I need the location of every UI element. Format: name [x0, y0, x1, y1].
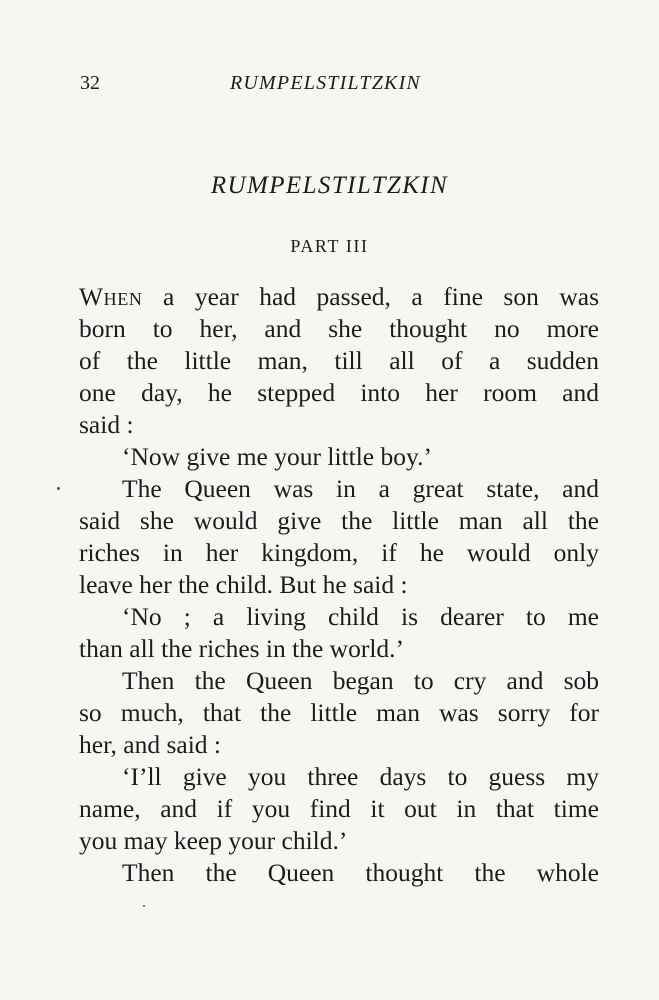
text-line: [79, 281, 599, 313]
paper-speck: [143, 905, 145, 907]
text-line: you may keep your child.’: [79, 826, 348, 855]
text-line: of the little man, till all of a sudden: [79, 346, 599, 375]
text-line: her, and said :: [79, 730, 222, 759]
text-line: ‘No ; a living child is dearer to me: [122, 602, 599, 631]
text-line: name, and if you find it out in that time: [79, 794, 599, 823]
text-line: one day, he stepped into her room and: [79, 378, 599, 407]
text-line: riches in her kingdom, if he would only: [79, 538, 599, 567]
text-line: leave her the child. But he said :: [79, 570, 408, 599]
chapter-title: RUMPELSTILTZKIN: [210, 172, 449, 199]
text-line: Then the Queen thought the whole: [122, 858, 599, 887]
text-line: born to her, and she thought no more: [79, 314, 599, 343]
text-line: said :: [79, 410, 134, 439]
opening-word: When: [79, 282, 143, 311]
running-title: RUMPELSTILTZKIN: [230, 72, 421, 94]
text-line: Then the Queen began to cry and sob: [122, 666, 599, 695]
text-line: than all the riches in the world.’: [79, 634, 405, 663]
text-line: so much, that the little man was sorry for: [79, 698, 599, 727]
text-line-content: a year had passed, a fine son was: [162, 282, 599, 311]
running-head: [0, 72, 659, 102]
text-line: said she would give the little man all the: [79, 506, 599, 535]
text-line: ‘I’ll give you three days to guess my: [122, 762, 599, 791]
text-line: The Queen was in a great state, and: [122, 474, 599, 503]
text-line: ‘Now give me your little boy.’: [122, 442, 432, 471]
paper-speck: [57, 487, 60, 490]
body-text: [79, 281, 599, 889]
part-heading: PART III: [290, 236, 369, 256]
page-number: 32: [80, 72, 100, 94]
